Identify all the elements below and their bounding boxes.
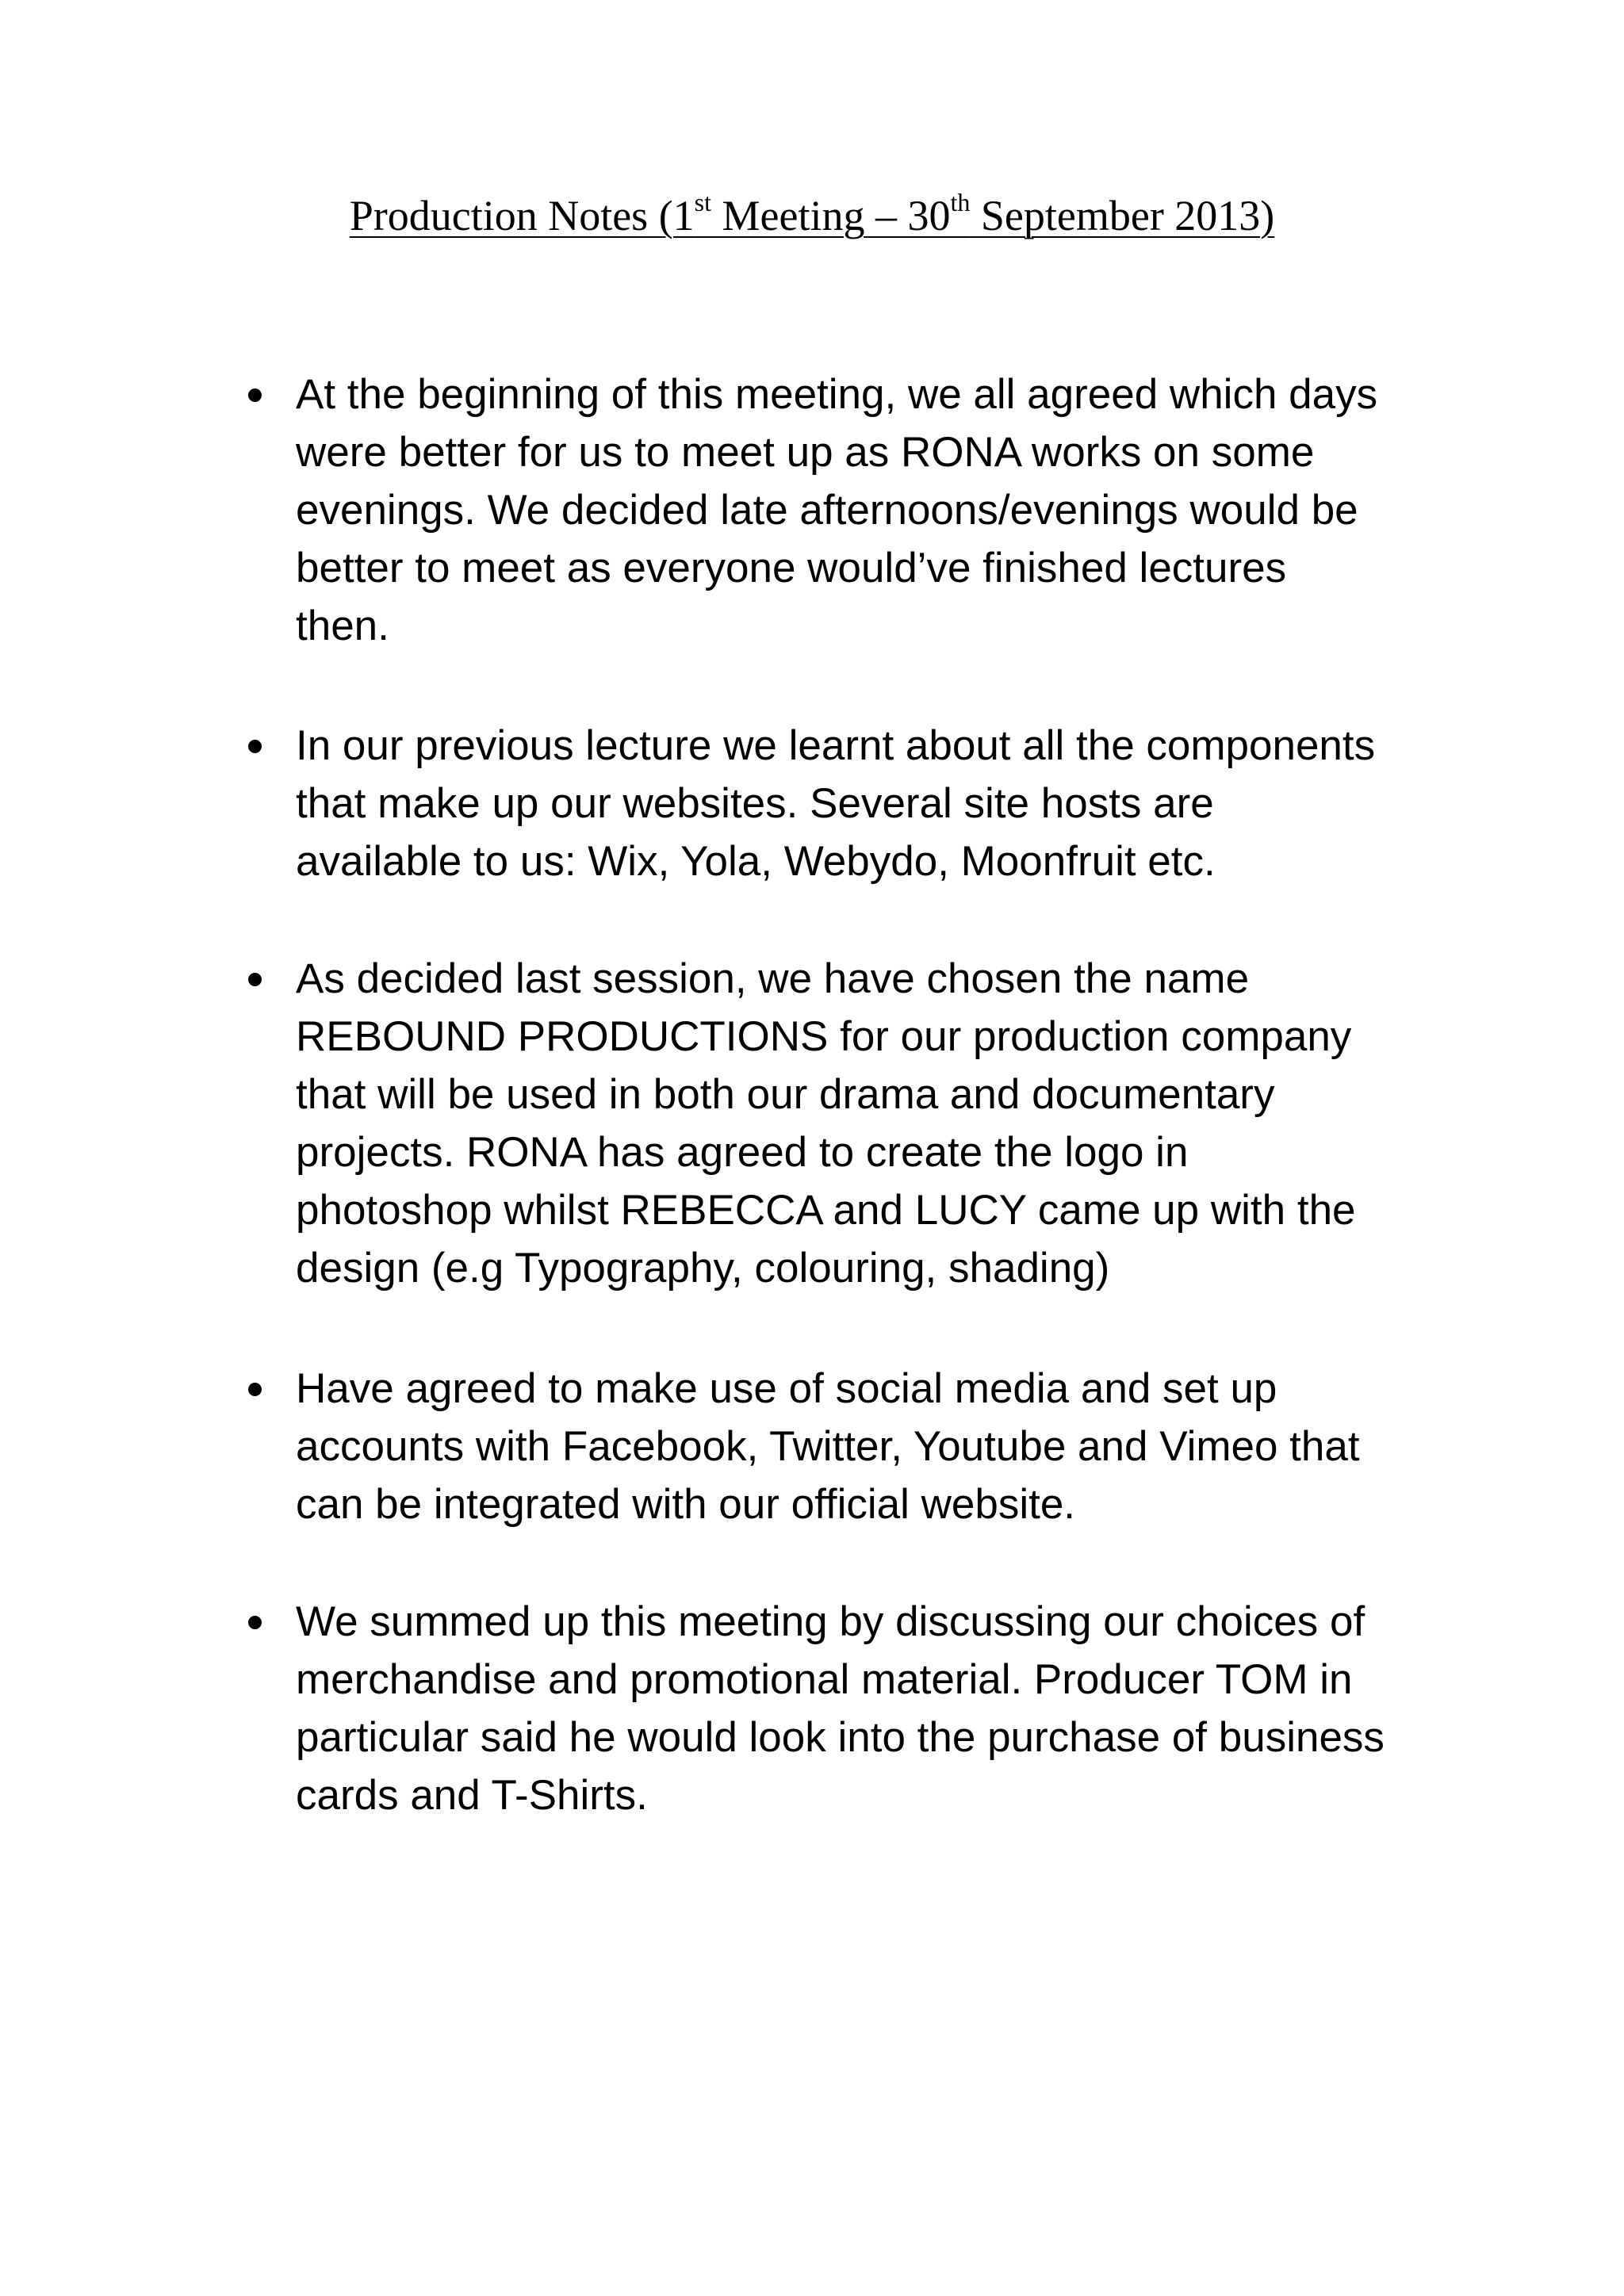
- note-item: [296, 717, 1454, 890]
- bullet-icon: [248, 1383, 262, 1396]
- note-line: available to us: Wix, Yola, Webydo, Moonfruit etc.: [296, 838, 1216, 885]
- note-line: better to meet as everyone would’ve finished lectures: [296, 545, 1287, 591]
- note-line: that make up our websites. Several site hosts are: [296, 780, 1214, 827]
- note-line: can be integrated with our official website.: [296, 1481, 1076, 1528]
- title-superscript-th: th: [950, 188, 971, 216]
- bullet-icon: [248, 973, 262, 986]
- note-line: At the beginning of this meeting, we all agreed which days: [296, 371, 1378, 418]
- note-line: In our previous lecture we learnt about all the components: [296, 722, 1376, 769]
- note-item: [296, 365, 1454, 655]
- note-item: [296, 1593, 1454, 1824]
- title-superscript-st: st: [694, 188, 712, 216]
- title-prefix: Production Notes (1: [349, 192, 695, 239]
- bullet-icon: [248, 1616, 262, 1629]
- bullet-icon: [248, 740, 262, 753]
- note-line: photoshop whilst REBECCA and LUCY came up with the: [296, 1187, 1356, 1234]
- note-line: accounts with Facebook, Twitter, Youtube and Vimeo that: [296, 1423, 1360, 1470]
- note-line: As decided last session, we have chosen the name: [296, 955, 1250, 1002]
- note-line: particular said he would look into the purchase of business: [296, 1714, 1385, 1761]
- note-item: [296, 950, 1454, 1297]
- bullet-icon: [248, 388, 262, 402]
- note-line: Have agreed to make use of social media and set up: [296, 1365, 1277, 1412]
- title-text: [349, 188, 1275, 239]
- note-line: projects. RONA has agreed to create the logo in: [296, 1129, 1189, 1176]
- note-line: then.: [296, 603, 389, 649]
- note-line: We summed up this meeting by discussing our choices of: [296, 1598, 1365, 1645]
- note-item: [296, 1360, 1454, 1533]
- note-line: cards and T-Shirts.: [296, 1772, 648, 1819]
- page-title: [0, 184, 1624, 247]
- note-line: REBOUND PRODUCTIONS for our production company: [296, 1013, 1352, 1060]
- note-line: merchandise and promotional material. Producer TOM in: [296, 1656, 1353, 1703]
- title-middle: Meeting – 30: [711, 192, 951, 239]
- note-line: were better for us to meet up as RONA works on some: [296, 429, 1315, 476]
- note-line: that will be used in both our drama and documentary: [296, 1071, 1275, 1118]
- note-line: design (e.g Typography, colouring, shading): [296, 1245, 1110, 1292]
- title-suffix: September 2013): [970, 192, 1275, 239]
- note-line: evenings. We decided late afternoons/evenings would be: [296, 487, 1358, 534]
